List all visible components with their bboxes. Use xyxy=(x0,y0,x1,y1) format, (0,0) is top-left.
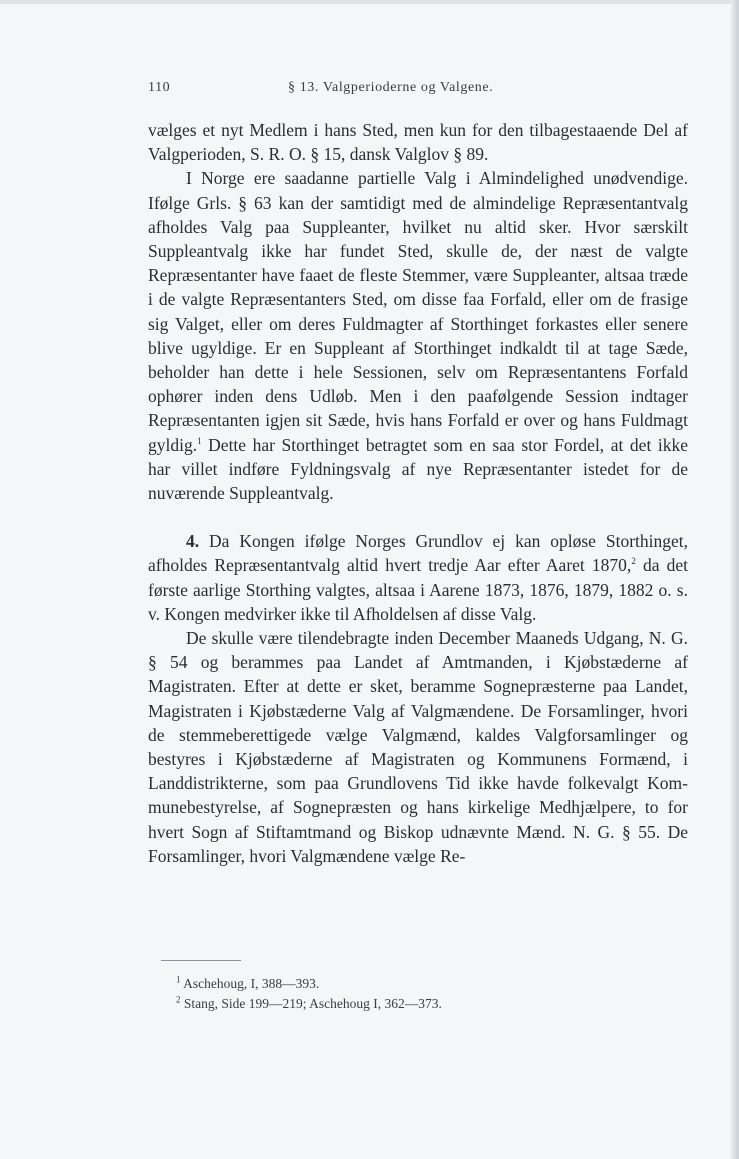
footnote-mark: 1 xyxy=(176,974,181,985)
paragraph-norway-partial-elections xyxy=(148,166,688,505)
page-top-edge xyxy=(0,0,739,4)
section-number: 4. xyxy=(186,531,200,552)
footnote-mark: 2 xyxy=(176,994,181,1005)
footnote-1 xyxy=(176,974,676,994)
paragraph-text: Da Kongen ifølge Norges Grundlov ej kan opløse Storthinget, afholdes Repræsentantvalg altid hvert tredje Aar efter Aaret 1870, xyxy=(148,531,688,576)
page-number: 110 xyxy=(148,80,171,95)
footnote-2 xyxy=(176,994,676,1014)
paragraph-election-procedure xyxy=(148,626,688,868)
running-title: § 13. Valgperioderne og Valgene. xyxy=(288,80,494,95)
paragraph-text-cont: Dette har Storthinget betragtet som en saa stor Fordel, at det ikke har villet indføre Fyldningsvalg af nye Repræsentanter istedet for de nuværende Suppleantvalg. xyxy=(148,434,688,504)
paragraph-text-cont: da det første aarlige Storthing valgtes, altsaa i Aarene 1873, 1876, 1879, 1882 o. s. v. Kongen medvirker ikke til Afholdelsen af disse Valg. xyxy=(148,555,688,624)
body-text xyxy=(148,118,688,868)
paragraph-continuation xyxy=(148,118,688,166)
footnote-text: Stang, Side 199—219; Aschehoug I, 362—373. xyxy=(180,996,442,1011)
page-right-edge xyxy=(731,0,739,1159)
paragraph-section-4 xyxy=(148,529,688,626)
paragraph-text: I Norge ere saadanne partielle Valg i Almindelighed unødvendige. Ifølge Grls. § 63 kan der samtidigt med de almindelige Repræsentantvalg afholdes Valg paa Suppleanter, hvilket nu altid sker. Hvor særskilt Suppleantvalg ikke har fundet Sted, skulle de, der næst de valgte Repræsentanter have faaet de fleste Stemmer, være Suppleanter, altsaa træde i de valgte Repræsentanters Sted, om disse faa Forfald, eller om de frasige sig Valget, eller om deres Fuldmagter af Storthinget forkastes eller senere blive ugyldige. Er en Suppleant af Storthinget indkaldt til at tage Sæde, beholder han dette i hele Sessionen, selv om Repræsentantens Forfald ophører inden dens Udløb. Men i den paafølgende Session indtager Repræsentanten igjen sit Sæde, hvis hans Forfald er over og hans Fuldmagt gyldig. xyxy=(148,168,688,455)
paragraph-text: De skulle være tilendebragte inden December Maaneds Udgang, N. G. § 54 og berammes paa Landet af Amtmanden, i Kjøbstæderne af Magistraten. Efter at dette er sket, beramme Sognepræsterne paa Landet, Magistraten i Kjøbstæderne Valg af Valgmændene. De Forsamlinger, hvori de stemmeberettigede vælge Valgmænd, kaldes Valgforsamlinger og bestyres i Kjøbstæderne af Magistraten og Kommunens Formænd, i Landdistrikterne, som paa Grundlovens Tid ikke havde folkevalgt Kommunebestyrelse, af Sognepræsten og hans kirkelige Medhjælpere, to for hvert Sogn af Stiftamtmand og Biskop udnævnte Mænd. N. G. § 55. De Forsamlinger, hvori Valgmændene vælge Re- xyxy=(148,628,688,866)
footnotes xyxy=(176,974,676,1014)
footnote-text: Aschehoug, I, 388—393. xyxy=(180,976,320,991)
page-header xyxy=(148,80,688,104)
footnote-ref-1[interactable]: 1 xyxy=(197,435,202,446)
footnote-separator xyxy=(161,960,241,961)
footnote-ref-2[interactable]: 2 xyxy=(631,556,636,567)
paragraph-text: vælges et nyt Medlem i hans Sted, men kun for den tilbagestaaende Del af Valgperioden, S. R. O. § 15, dansk Valglov § 89. xyxy=(148,120,688,165)
